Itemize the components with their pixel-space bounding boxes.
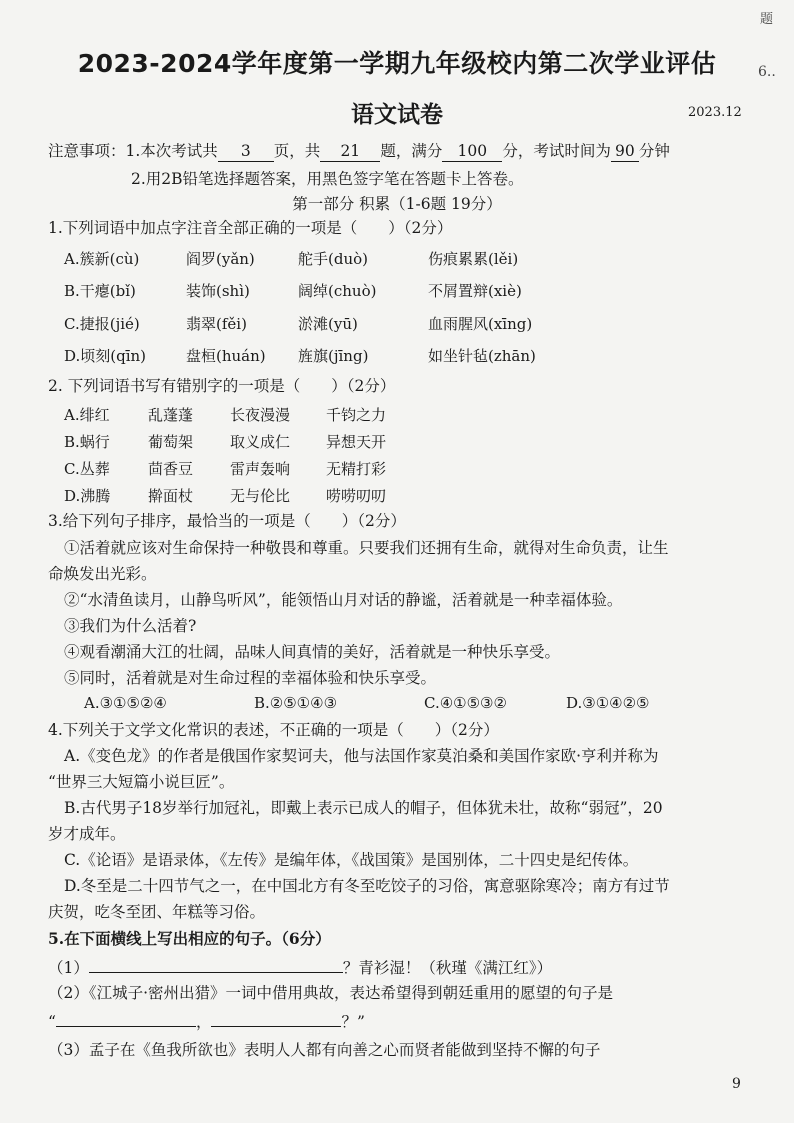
q5-open-quote: “ xyxy=(48,1013,56,1031)
q1-a-1: A.簇新(cù) xyxy=(64,250,140,268)
q2-d-3: 无与伦比 xyxy=(230,487,291,505)
q3-option-a: A.③①⑤②④ xyxy=(84,694,167,712)
q5-line-1-tail: ？青衫湿！（秋瑾《满江红》） xyxy=(342,959,553,977)
q5-line-1-number: （1） xyxy=(48,959,89,977)
q1-b-3: 阔绰(chuò) xyxy=(298,282,377,300)
notes-score-suffix: 分，考试时间为 xyxy=(502,142,611,160)
q2-d-1: D.沸腾 xyxy=(64,487,111,505)
q1-stem: 1.下列词语中加点字注音全部正确的一项是（ ）（2分） xyxy=(48,219,453,237)
q2-d-4: 唠唠叨叨 xyxy=(326,487,387,505)
q1-a-4: 伤痕累累(lěi) xyxy=(428,250,519,268)
q5-line-4: （3）孟子在《鱼我所欲也》表明人人都有向善之心而贤者能做到坚持不懈的句子 xyxy=(48,1041,601,1059)
corner-mark: 题 xyxy=(760,12,774,27)
notes-questions: 21 xyxy=(320,141,380,162)
q2-c-1: C.丛葬 xyxy=(64,460,110,478)
q2-b-2: 葡萄架 xyxy=(148,433,194,451)
q3-sentence-2: ②“水清鱼读月，山静鸟听风”，能领悟山月对话的静谧，活着就是一种幸福体验。 xyxy=(64,591,623,609)
q2-a-2: 乱蓬蓬 xyxy=(148,406,194,424)
q4-option-a-1: A.《变色龙》的作者是俄国作家契诃夫，他与法国作家莫泊桑和美国作家欧·亨利并称为 xyxy=(64,747,659,765)
q5-line-2: （2）《江城子·密州出猎》一词中借用典故，表达希望得到朝廷重用的愿望的句子是 xyxy=(48,984,614,1002)
notes-questions-suffix: 题，满分 xyxy=(380,142,443,160)
exam-subtitle: 语文试卷 xyxy=(351,102,443,128)
q5-blank-2[interactable] xyxy=(56,1010,196,1027)
q2-d-2: 擀面杖 xyxy=(148,487,194,505)
q2-a-3: 长夜漫漫 xyxy=(230,406,291,424)
q1-b-2: 装饰(shì) xyxy=(186,282,250,300)
notes-prefix: 注意事项：1.本次考试共 xyxy=(48,142,218,160)
notes-line-2: 2.用2B铅笔选择题答案，用黑色签字笔在答题卡上答卷。 xyxy=(131,170,524,188)
q1-d-3: 旌旗(jīng) xyxy=(298,347,369,365)
q2-b-3: 取义成仁 xyxy=(230,433,291,451)
q1-d-2: 盘桓(huán) xyxy=(186,347,266,365)
q3-option-d: D.③①④②⑤ xyxy=(566,694,650,712)
q4-option-d-2: 庆贺，吃冬至团、年糕等习俗。 xyxy=(48,903,266,921)
notes-pages-suffix: 页，共 xyxy=(273,142,321,160)
q4-option-d-1: D.冬至是二十四节气之一，在中国北方有冬至吃饺子的习俗，寓意驱除寒冷；南方有过节 xyxy=(64,877,670,895)
q4-stem: 4.下列关于文学文化常识的表述，不正确的一项是（ ）（2分） xyxy=(48,721,499,739)
q4-option-a-2: “世界三大短篇小说巨匠”。 xyxy=(48,773,235,791)
q5-blank-1[interactable] xyxy=(89,956,343,973)
q5-line-3 xyxy=(48,1010,365,1032)
q3-sentence-4: ④观看潮涌大江的壮阔，品味人间真情的美好，活着就是一种快乐享受。 xyxy=(64,643,561,661)
q2-a-1: A.绯红 xyxy=(64,406,110,424)
notes-time-suffix: 分钟 xyxy=(638,142,670,160)
notes-line-1 xyxy=(48,141,670,162)
q1-c-1: C.捷报(jié) xyxy=(64,315,140,333)
exam-title: 2023-2024学年度第一学期九年级校内第二次学业评估 xyxy=(77,49,717,78)
corner-mark-2: 6.. xyxy=(758,64,776,80)
q1-d-4: 如坐针毡(zhān) xyxy=(428,347,536,365)
q3-sentence-1a: ①活着就应该对生命保持一种敬畏和尊重。只要我们还拥有生命，就得对生命负责，让生 xyxy=(64,539,669,557)
page-mark: 9 xyxy=(732,1076,741,1092)
q4-option-c: C.《论语》是语录体，《左传》是编年体，《战国策》是国别体，二十四史是纪传体。 xyxy=(64,851,639,869)
q2-c-2: 茴香豆 xyxy=(148,460,194,478)
q1-c-2: 翡翠(fěi) xyxy=(186,315,247,333)
q1-b-4: 不屑置辩(xiè) xyxy=(428,282,522,300)
q5-stem: 5.在下面横线上写出相应的句子。（6分） xyxy=(48,929,331,948)
q3-stem: 3.给下列句子排序，最恰当的一项是（ ）（2分） xyxy=(48,512,406,530)
q3-sentence-1b: 命焕发出光彩。 xyxy=(48,565,157,583)
q5-line-1 xyxy=(48,956,552,978)
q3-option-c: C.④①⑤③② xyxy=(424,694,507,712)
q2-c-3: 雷声轰响 xyxy=(230,460,291,478)
exam-date: 2023.12 xyxy=(688,105,742,120)
q3-sentence-3: ③我们为什么活着? xyxy=(64,617,197,635)
q2-a-4: 千钧之力 xyxy=(326,406,387,424)
q4-option-b-1: B.古代男子18岁举行加冠礼，即戴上表示已成人的帽子，但体犹未壮，故称“弱冠”，20 xyxy=(64,799,663,817)
q2-stem: 2. 下列词语书写有错别字的一项是（ ）（2分） xyxy=(48,377,396,395)
q5-blank-3[interactable] xyxy=(211,1010,341,1027)
q1-a-2: 阎罗(yǎn) xyxy=(186,250,255,268)
q5-comma: ， xyxy=(195,1013,212,1031)
q2-b-1: B.蜗行 xyxy=(64,433,110,451)
section-title: 第一部分 积累（1-6题 19分） xyxy=(292,195,502,213)
q1-a-3: 舵手(duò) xyxy=(298,250,368,268)
q3-option-b: B.②⑤①④③ xyxy=(254,694,338,712)
notes-pages: 3 xyxy=(218,141,274,162)
q1-c-3: 淤滩(yū) xyxy=(298,315,358,333)
q3-sentence-5: ⑤同时，活着就是对生命过程的幸福体验和快乐享受。 xyxy=(64,669,437,687)
notes-score: 100 xyxy=(442,141,502,162)
q2-c-4: 无精打彩 xyxy=(326,460,387,478)
q5-close-quote: ？” xyxy=(341,1013,365,1031)
q2-b-4: 异想天开 xyxy=(326,433,387,451)
notes-time: 90 xyxy=(611,141,639,162)
q1-d-1: D.顷刻(qīn) xyxy=(64,347,147,365)
q4-option-b-2: 岁才成年。 xyxy=(48,825,126,843)
q1-c-4: 血雨腥风(xīng) xyxy=(428,315,533,333)
q1-b-1: B.干瘪(bǐ) xyxy=(64,282,136,300)
